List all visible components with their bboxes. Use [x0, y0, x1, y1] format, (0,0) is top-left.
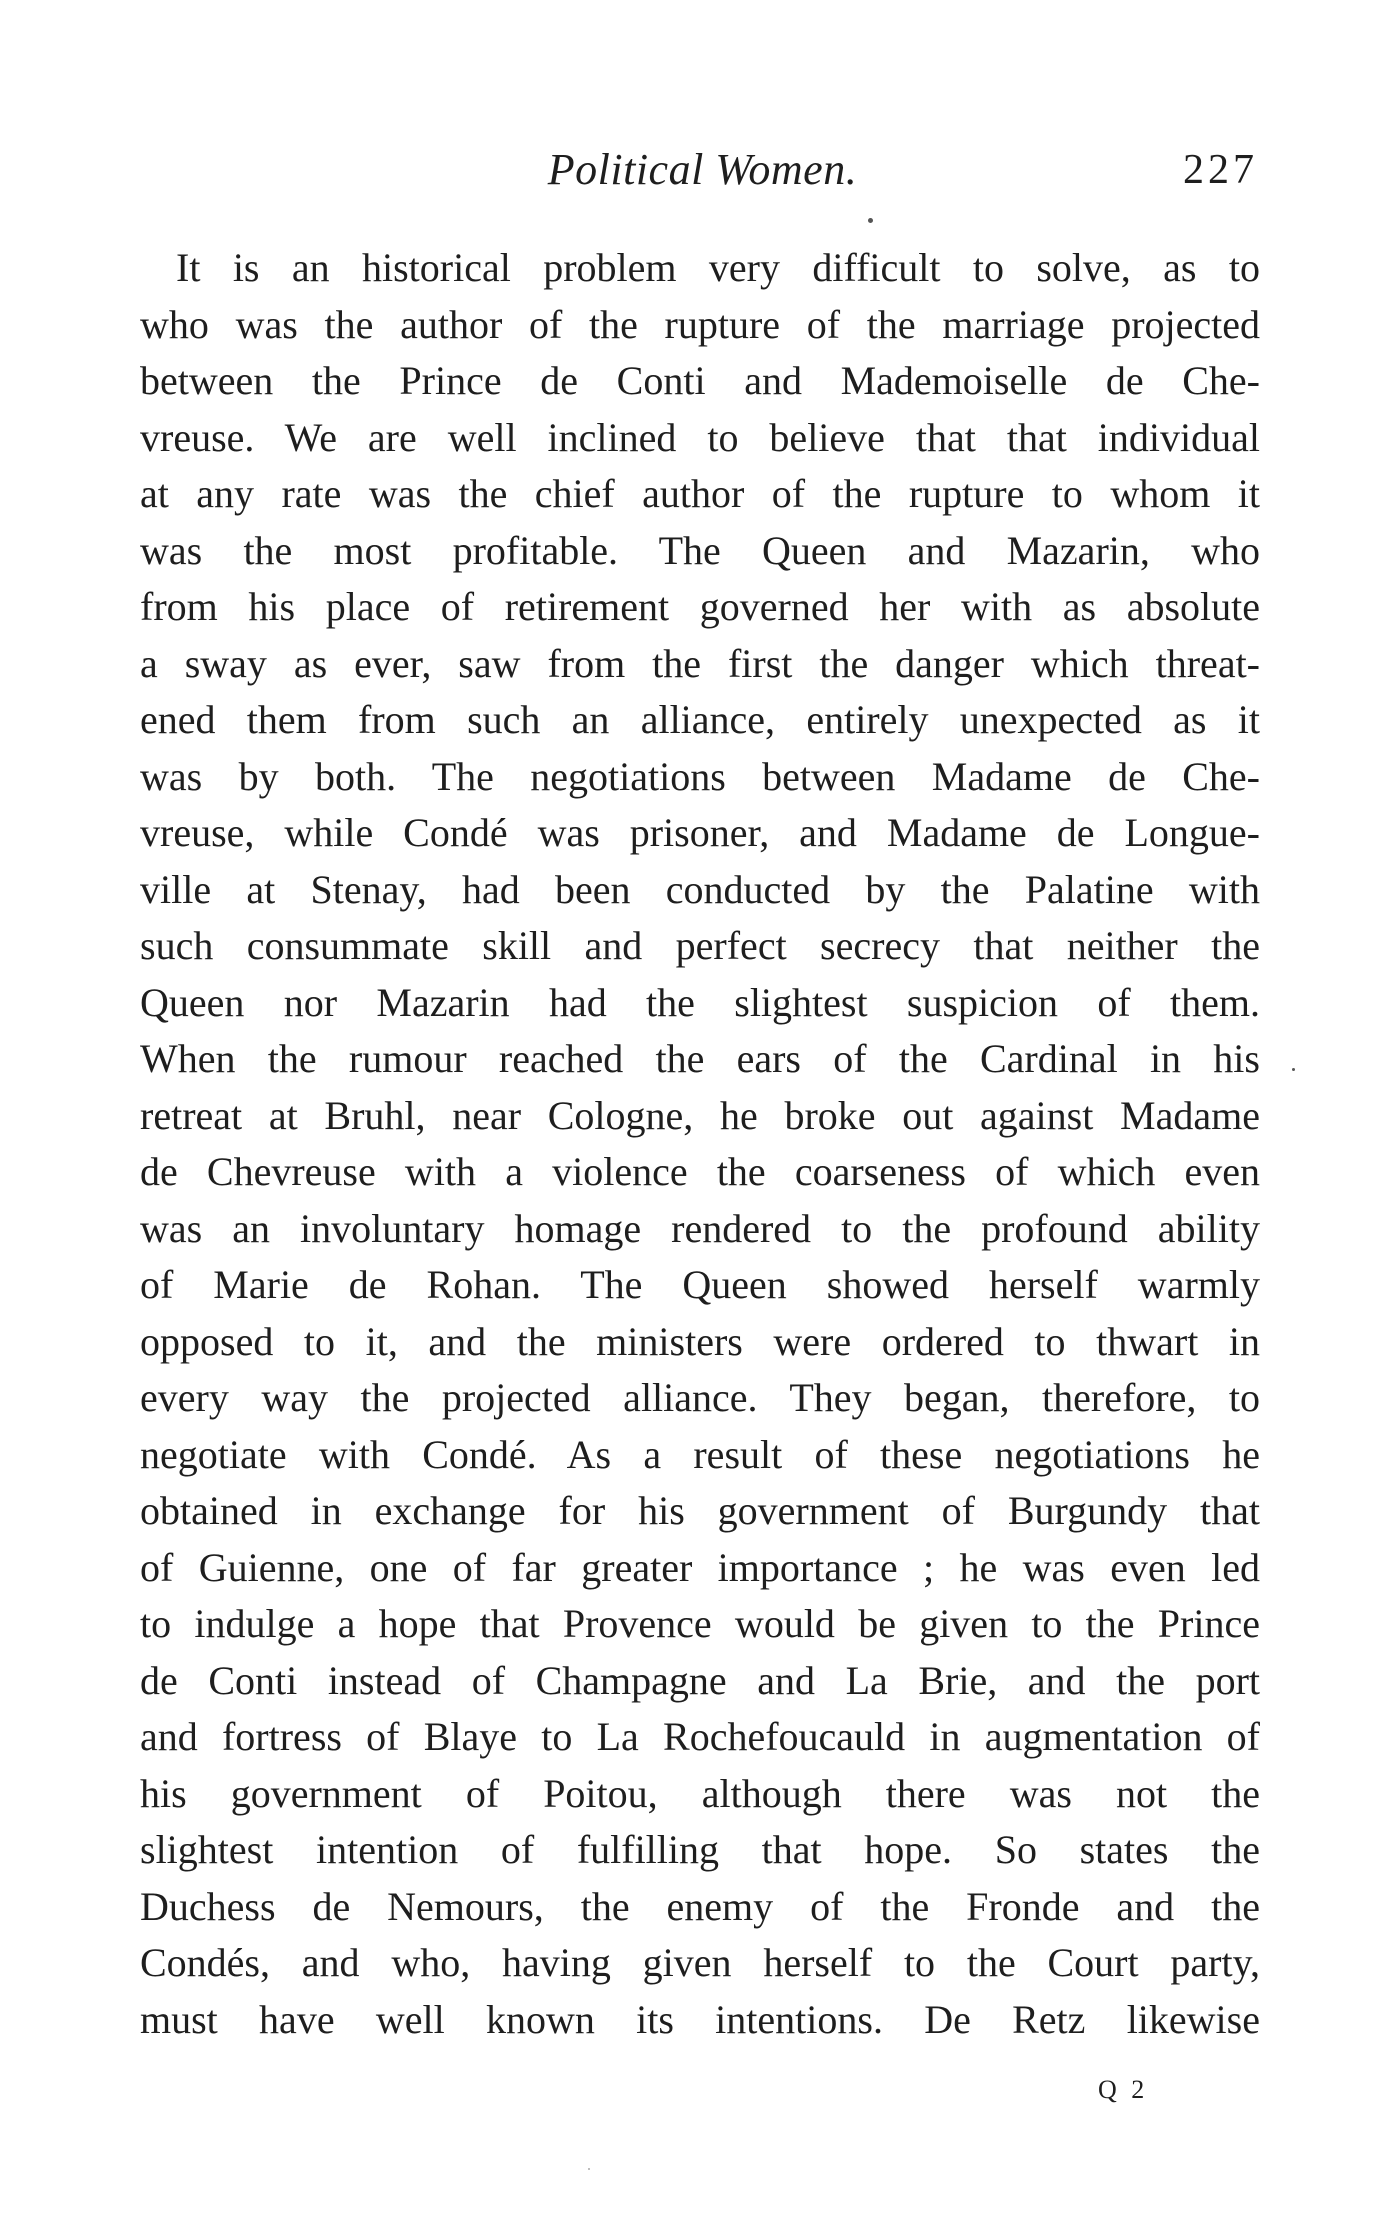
text-line: It is an historical problem very difficult to solve, as to: [176, 245, 1260, 290]
text-line: from his place of retirement governed her with as absolute: [140, 584, 1260, 629]
running-head: [145, 140, 1260, 200]
text-line: was an involuntary homage rendered to the profound ability: [140, 1205, 1260, 1251]
signature-mark: Q 2: [1098, 2075, 1149, 2104]
text-line: Queen nor Mazarin had the slightest suspicion of them.: [140, 979, 1260, 1025]
text-line: When the rumour reached the ears of the Cardinal in his: [140, 1036, 1260, 1081]
print-speck: [868, 218, 873, 223]
text-line: of Guienne, one of far greater importance ; he was even led: [140, 1544, 1260, 1590]
text-line: his government of Poitou, although there was not the: [140, 1770, 1260, 1816]
print-speck: [588, 2168, 590, 2170]
text-line: retreat at Bruhl, near Cologne, he broke out against Madame: [140, 1092, 1260, 1138]
text-line: Condés, and who, having given herself to the Court party,: [140, 1940, 1260, 1985]
text-line: vreuse, while Condé was prisoner, and Madame de Longue-: [140, 810, 1260, 855]
text-line: obtained in exchange for his government of Burgundy that: [140, 1488, 1260, 1533]
print-speck: [1292, 1068, 1295, 1071]
text-line: every way the projected alliance. They began, therefore, to: [140, 1375, 1260, 1420]
text-line: de Conti instead of Champagne and La Brie, and the port: [140, 1657, 1260, 1703]
body-paragraph: [140, 240, 1260, 2048]
text-line: and fortress of Blaye to La Rochefoucauld in augmentation of: [140, 1714, 1260, 1759]
running-title: Political Women.: [547, 145, 858, 194]
text-line: who was the author of the rupture of the marriage projected: [140, 301, 1260, 347]
text-line: between the Prince de Conti and Mademoiselle de Che-: [140, 358, 1260, 403]
text-line: a sway as ever, saw from the first the danger which threat-: [140, 640, 1260, 686]
text-line: of Marie de Rohan. The Queen showed herself warmly: [140, 1262, 1260, 1307]
page-number: 227: [1183, 147, 1258, 193]
text-line: at any rate was the chief author of the rupture to whom it: [140, 471, 1260, 516]
text-line: such consummate skill and perfect secrecy that neither the: [140, 923, 1260, 968]
text-line: Duchess de Nemours, the enemy of the Fronde and the: [140, 1883, 1260, 1929]
text-line: was the most profitable. The Queen and Mazarin, who: [140, 527, 1260, 573]
text-line: de Chevreuse with a violence the coarseness of which even: [140, 1149, 1260, 1194]
text-line: to indulge a hope that Provence would be given to the Prince: [140, 1601, 1260, 1646]
text-line: ville at Stenay, had been conducted by the Palatine with: [140, 866, 1260, 912]
text-line: must have well known its intentions. De Retz likewise: [140, 1996, 1260, 2042]
text-line: negotiate with Condé. As a result of these negotiations he: [140, 1431, 1260, 1477]
text-line: slightest intention of fulfilling that hope. So states the: [140, 1827, 1260, 1872]
text-line: was by both. The negotiations between Madame de Che-: [140, 753, 1260, 799]
text-line: ened them from such an alliance, entirely unexpected as it: [140, 697, 1260, 742]
text-line: opposed to it, and the ministers were ordered to thwart in: [140, 1318, 1260, 1364]
text-line: vreuse. We are well inclined to believe that that individual: [140, 414, 1260, 460]
